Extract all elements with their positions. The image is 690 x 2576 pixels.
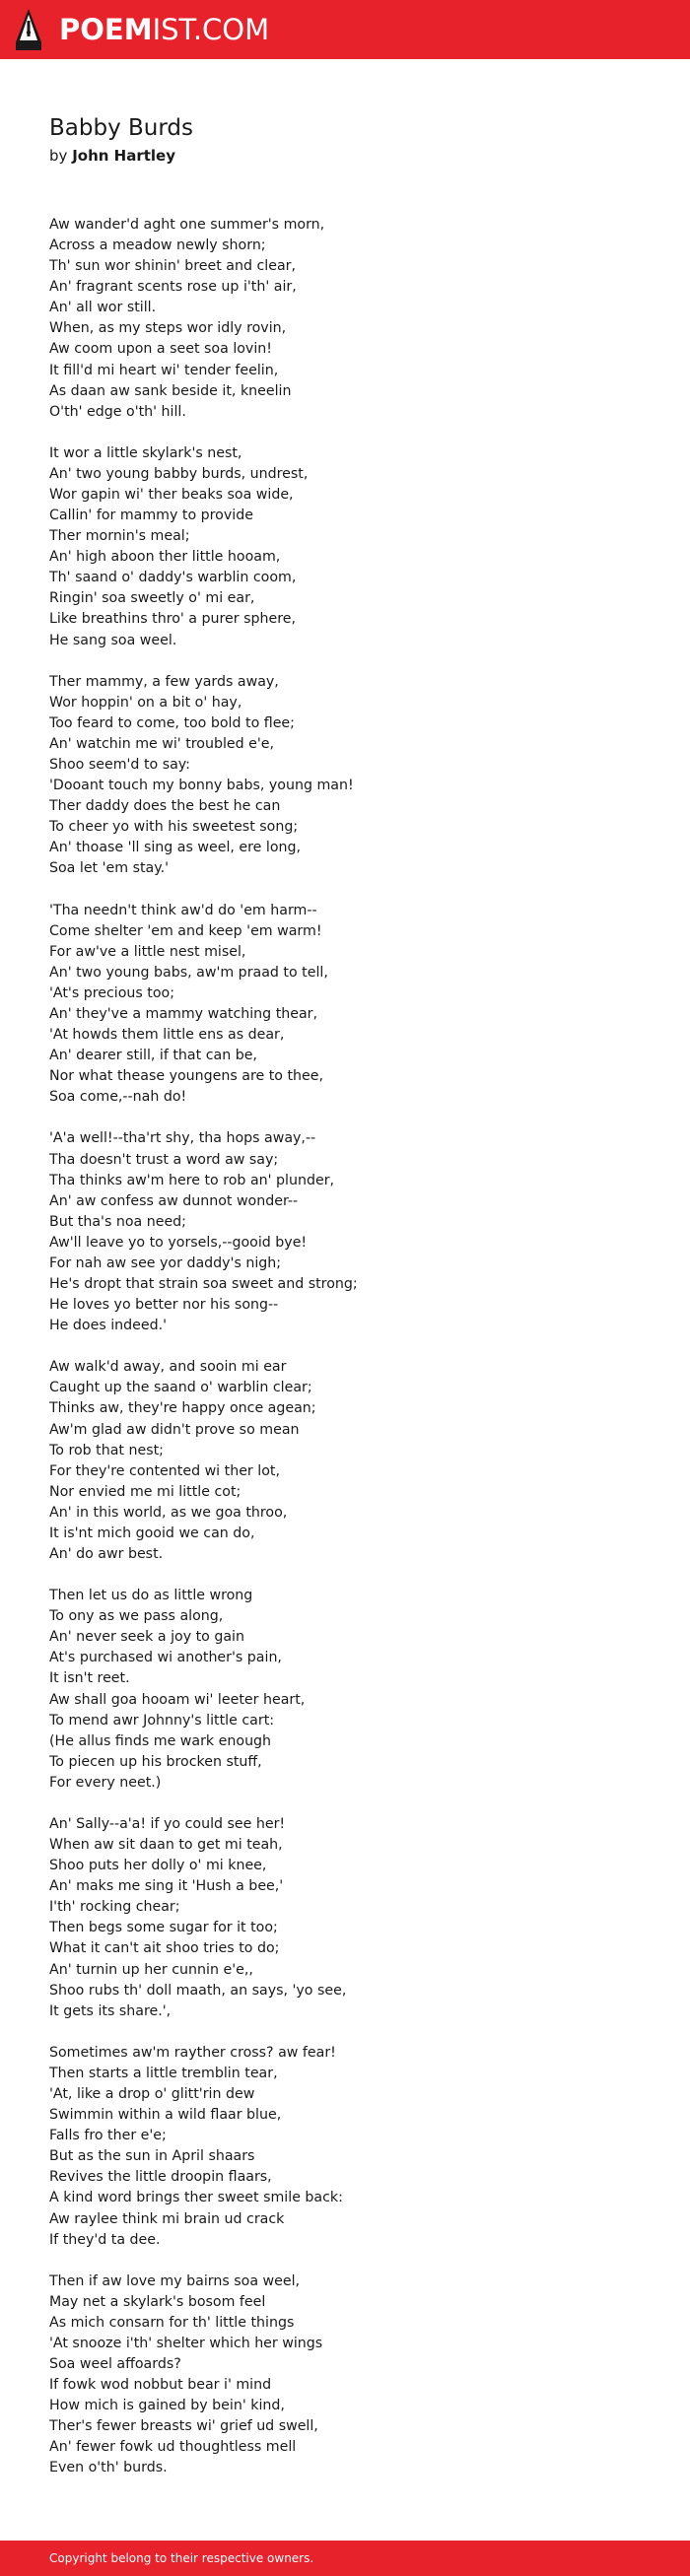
poem-line: An' do awr best. [49,1546,164,1562]
poem-line: An' in this world, as we goa throo, [49,1504,288,1521]
poem-line: Aw coom upon a seet soa lovin! [49,341,272,358]
poem-line: An' they've a mammy watching thear, [49,1005,318,1022]
poem-line: Ther mammy, a few yards away, [49,673,279,690]
poem-line: Come shelter 'em and keep 'em warm! [49,922,322,939]
poem-line: For they're contented wi ther lot, [49,1462,280,1479]
site-footer [0,2541,690,2576]
site-logo[interactable] [59,12,269,47]
poem-line: An' two young babs, aw'm praad to tell, [49,964,328,981]
copyright-text: Copyright belong to their respective owners. [49,2551,314,2565]
poem-line: How mich is gained by bein' kind, [49,2398,285,2414]
poem-line: Tha thinks aw'm here to rob an' plunder, [49,1172,335,1188]
poem-line: 'Dooant touch my bonny babs, young man! [49,778,354,794]
logo-light-text: IST.COM [152,13,270,46]
poem-line: For aw've a little nest misel, [49,943,246,960]
poem-line: Too feard to come, too bold to flee; [49,714,295,731]
poem-line: Aw'll leave yo to yorsels,--gooid bye! [49,1234,308,1251]
poem-line: Th' sun wor shinin' breet and clear, [49,258,297,275]
poem-line: 'A'a well!--tha'rt shy, tha hops away,-- [49,1130,316,1147]
poem-line: Th' saand o' daddy's warblin coom, [49,570,297,586]
stanza [49,1814,660,2022]
poem-line: Falls fro ther e'e; [49,2128,167,2144]
poem-line: Aw'm glad aw didn't prove so mean [49,1421,300,1438]
poem-line: To mend awr Johnny's little cart: [49,1712,275,1729]
poem-line: Nor envied me mi little cot; [49,1483,242,1500]
poem-line: An' watchin me wi' troubled e'e, [49,735,275,752]
poem-line: Wor gapin wi' ther beaks soa wide, [49,487,294,504]
poem-line: O'th' edge o'th' hill. [49,403,186,420]
poem-line: An' aw confess aw dunnot wonder-- [49,1192,299,1209]
poem-line: An' two young babby burds, undrest, [49,465,309,482]
poem-line: 'Tha needn't think aw'd do 'em harm-- [49,902,317,918]
poem-line: Then if aw love my bairns soa weel, [49,2272,301,2289]
poem-line: When, as my steps wor idly rovin, [49,320,287,337]
poem-line: An' fewer fowk ud thoughtless mell [49,2439,297,2456]
poem-line: Soa come,--nah do! [49,1089,187,1106]
poem-line: I'th' rocking chear; [49,1899,180,1916]
poem-body [49,215,660,2500]
poem-line: An' turnin up her cunnin e'e,, [49,1961,253,1978]
poem-line: Shoo rubs th' doll maath, an says, 'yo see, [49,1982,347,1999]
poem-line: Soa weel affoards? [49,2356,181,2373]
poem-line: To cheer yo with his sweetest song; [49,819,299,836]
poem-line: 'At, like a drop o' glitt'rin dew [49,2086,255,2103]
poem-line: Tha doesn't trust a word aw say; [49,1151,279,1168]
stanza [49,1586,660,1794]
stanza [49,901,660,1109]
stanza [49,672,660,880]
poem-line: Then begs some sugar for it too; [49,1920,278,1936]
poem-line: Aw raylee think mi brain ud crack [49,2210,285,2227]
byline-prefix: by [49,147,68,165]
poem-line: An' fragrant scents rose up i'th' air, [49,279,297,296]
poem-line: Then let us do as little wrong [49,1588,253,1604]
poem-line: Caught up the saand o' warblin clear; [49,1380,312,1396]
poem-line: If fowk wod nobbut bear i' mind [49,2377,272,2394]
poem-line: Across a meadow newly shorn; [49,237,266,254]
poem-line: May net a skylark's bosom feel [49,2293,266,2310]
poem-line: For nah aw see yor daddy's nigh; [49,1254,282,1271]
poem-line: Wor hoppin' on a bit o' hay, [49,694,242,711]
poem-line: To rob that nest; [49,1442,164,1458]
poem-line: He does indeed.' [49,1318,168,1334]
poem-line: Nor what thease youngens are to thee, [49,1068,324,1085]
poem-line: It fill'd mi heart wi' tender feelin, [49,362,279,378]
poem-line: Revives the little droopin flaars, [49,2169,272,2186]
poem-line: (He allus finds me wark enough [49,1732,272,1749]
poem-line: A kind word brings ther sweet smile back: [49,2190,343,2206]
poem-line: Ther mornin's meal; [49,528,190,545]
poem-line: He's dropt that strain soa sweet and strong; [49,1275,358,1292]
poem-line: At's purchased wi another's pain, [49,1650,282,1666]
poem-line: Shoo puts her dolly o' mi knee, [49,1858,267,1874]
poem-line: An' high aboon ther little hooam, [49,549,281,566]
poem-line: An' maks me sing it 'Hush a bee,' [49,1878,284,1895]
poem-line: It is'nt mich gooid we can do, [49,1525,255,1541]
poem-line: What it can't ait shoo tries to do; [49,1940,280,1957]
poem-line: Callin' for mammy to provide [49,508,253,524]
poem-title: Babby Burds [49,115,193,141]
byline [49,145,175,167]
author-link[interactable]: John Hartley [72,147,175,165]
poem-line: But as the sun in April shaars [49,2148,255,2165]
stanza [49,1357,660,1565]
stanza [49,443,660,651]
poem-line: Soa let 'em stay.' [49,860,170,877]
poem-line: Then starts a little tremblin tear, [49,2065,278,2081]
poem-line: An' all wor still. [49,300,157,316]
poem-line: It gets its share.', [49,2002,172,2019]
poem-line: For every neet.) [49,1774,162,1791]
poem-line: Ringin' soa sweetly o' mi ear, [49,590,255,607]
poem-line: He loves yo better nor his song-- [49,1297,279,1314]
poem-line: An' dearer still, if that can be, [49,1048,257,1064]
poem-line: 'At's precious too; [49,984,174,1001]
poem-line: Swimmin within a wild flaar blue, [49,2107,282,2124]
stanza [49,2043,660,2251]
poem-line: Aw shall goa hooam wi' leeter heart, [49,1691,306,1708]
poem-line: As mich consarn for th' little things [49,2314,295,2331]
poem-line: An' never seek a joy to gain [49,1629,244,1646]
poem-line: When aw sit daan to get mi teah, [49,1837,283,1854]
poem-line: 'At snooze i'th' shelter which her wings [49,2335,323,2351]
poem-line: Ther daddy does the best he can [49,798,281,815]
site-header [0,0,690,59]
poem-line: An' thoase 'll sing as weel, ere long, [49,840,302,856]
stanza [49,215,660,423]
poem-line: Ther's fewer breasts wi' grief ud swell, [49,2418,318,2435]
poem-line: Thinks aw, they're happy once agean; [49,1400,316,1417]
poem-line: Aw wander'd aght one summer's morn, [49,217,325,233]
pen-nib-logo-icon[interactable] [16,9,41,50]
poem-line: 'At howds them little ens as dear, [49,1027,285,1044]
poem-line: To ony as we pass along, [49,1608,224,1625]
poem-line: It isn't reet. [49,1670,130,1687]
poem-line: Like breathins thro' a purer sphere, [49,611,296,628]
poem-line: Even o'th' burds. [49,2460,168,2476]
poem-line: If they'd ta dee. [49,2231,161,2248]
poem-line: Shoo seem'd to say: [49,757,190,774]
poem-line: Sometimes aw'm rayther cross? aw fear! [49,2044,336,2061]
poem-line: But tha's noa need; [49,1213,186,1230]
poem-line: Aw walk'd away, and sooin mi ear [49,1359,287,1376]
stanza [49,1128,660,1336]
logo-bold-text: POEM [59,13,153,46]
poem-line: He sang soa weel. [49,632,177,648]
stanza [49,2271,660,2479]
poem-line: To piecen up his brocken stuff, [49,1753,262,1770]
poem-line: An' Sally--a'a! if yo could see her! [49,1816,286,1833]
poem-line: As daan aw sank beside it, kneelin [49,382,292,399]
poem-line: It wor a little skylark's nest, [49,444,242,461]
